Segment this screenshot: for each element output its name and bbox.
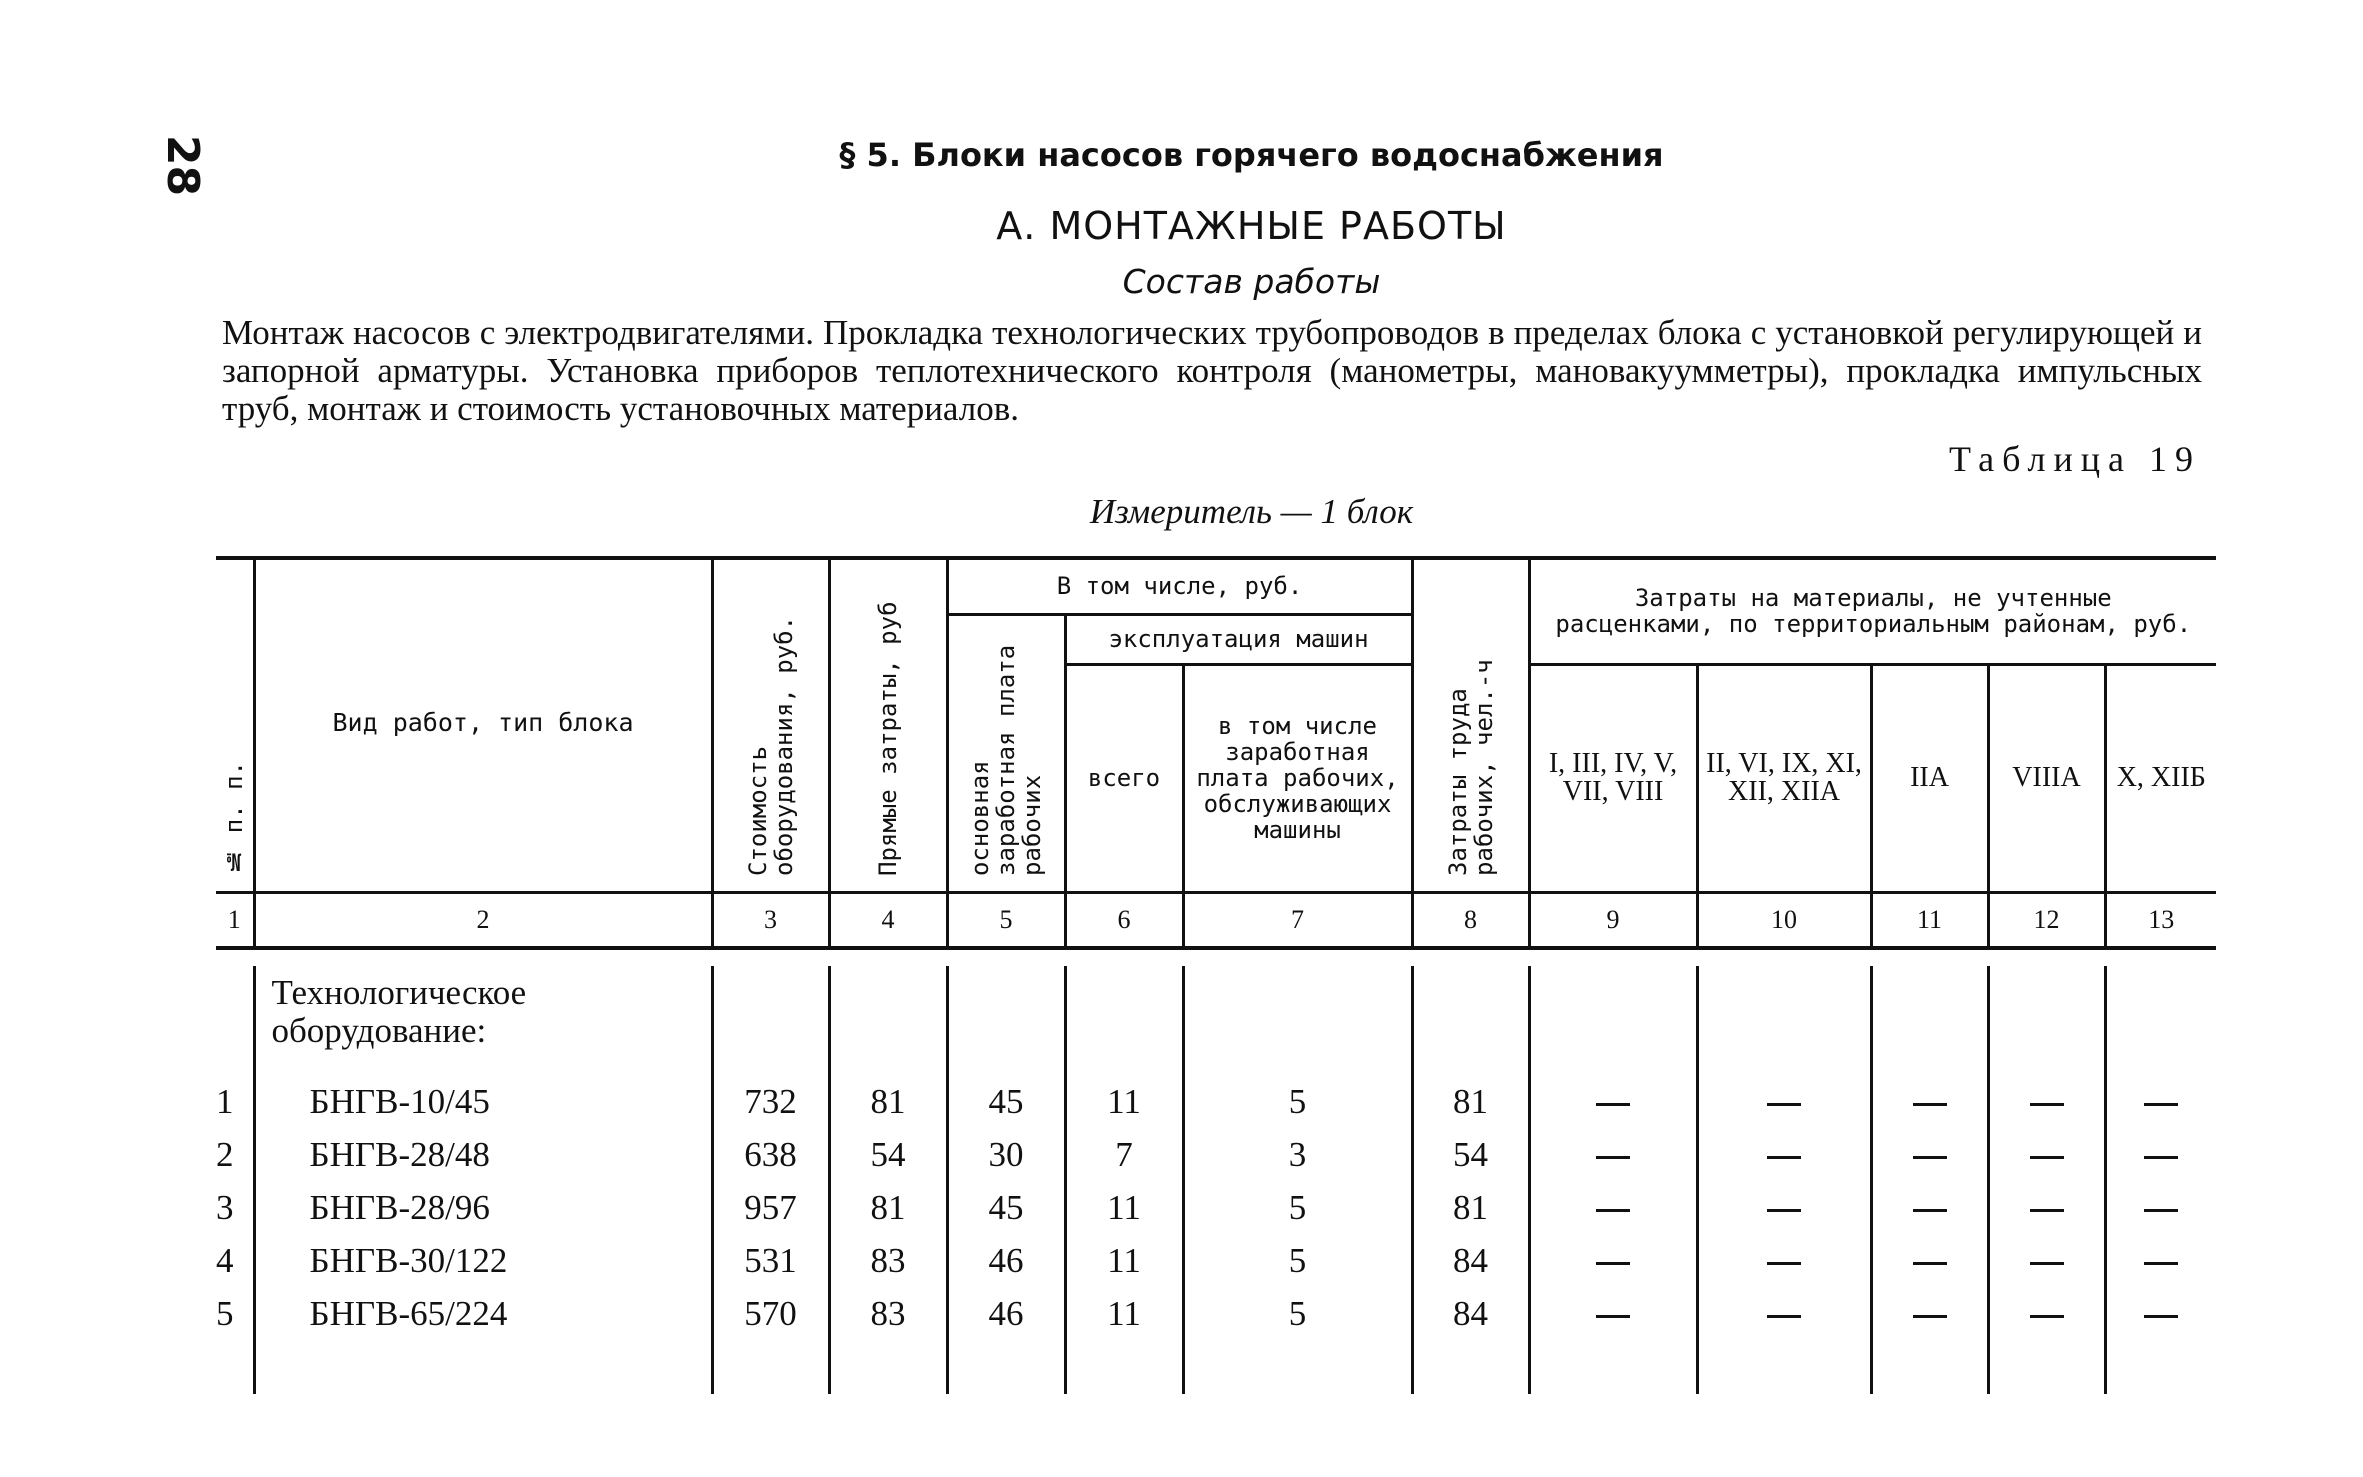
column-number: 5	[947, 892, 1065, 948]
header-region-2: II, VI, IX, XI, XII, XIIА	[1697, 664, 1871, 892]
header-machine-operators-wage: в том числе заработная плата рабочих, обслуживающих машины	[1183, 664, 1412, 892]
column-number: 2	[254, 892, 712, 948]
group-row	[216, 966, 2216, 1076]
region-cost-dash	[1871, 1129, 1988, 1182]
header-machines-total: всего	[1065, 664, 1183, 892]
header-work-type: Вид работ, тип блока	[254, 558, 712, 892]
machine-operators-wage: 3	[1183, 1129, 1412, 1182]
equipment-cost: 570	[712, 1288, 829, 1341]
machine-operators-wage: 5	[1183, 1235, 1412, 1288]
row-number: 2	[216, 1129, 254, 1182]
equipment-cost: 957	[712, 1182, 829, 1235]
machines-total: 11	[1065, 1182, 1183, 1235]
region-cost-dash	[1871, 1235, 1988, 1288]
machine-operators-wage: 5	[1183, 1182, 1412, 1235]
row-number: 3	[216, 1182, 254, 1235]
column-number: 9	[1529, 892, 1697, 948]
equipment-cost: 531	[712, 1235, 829, 1288]
region-cost-dash	[1871, 1076, 1988, 1129]
block-type: БНГВ-30/122	[254, 1235, 712, 1288]
machine-operators-wage: 5	[1183, 1288, 1412, 1341]
table-row	[216, 1076, 2216, 1129]
equipment-cost: 732	[712, 1076, 829, 1129]
column-number: 6	[1065, 892, 1183, 948]
page-number: 28	[157, 134, 209, 197]
header-labor-costs: Затраты труда рабочих, чел.-ч	[1412, 558, 1529, 892]
region-cost-dash	[2105, 1288, 2216, 1341]
region-cost-dash	[1529, 1076, 1697, 1129]
machine-operators-wage: 5	[1183, 1076, 1412, 1129]
machines-total: 11	[1065, 1076, 1183, 1129]
work-description: Монтаж насосов с электродвигателями. Прокладка технологических трубопроводов в пределах блока с установкой регулирующей и запорной арматуры. Установка приборов теплотехнического контроля (манометры, мановакуумметры), прокладка импульсных труб, монтаж и стоимость установочных материалов.	[222, 313, 2202, 428]
region-cost-dash	[2105, 1076, 2216, 1129]
region-cost-dash	[1529, 1129, 1697, 1182]
region-cost-dash	[1697, 1076, 1871, 1129]
region-cost-dash	[1529, 1288, 1697, 1341]
block-type: БНГВ-10/45	[254, 1076, 712, 1129]
column-number: 10	[1697, 892, 1871, 948]
header-machine-operation: эксплуатация машин	[1065, 614, 1412, 664]
column-number: 11	[1871, 892, 1988, 948]
row-number: 4	[216, 1235, 254, 1288]
machines-total: 11	[1065, 1288, 1183, 1341]
row-number: 5	[216, 1288, 254, 1341]
table-row	[216, 1129, 2216, 1182]
region-cost-dash	[1871, 1182, 1988, 1235]
labor-costs: 84	[1412, 1288, 1529, 1341]
direct-costs: 81	[829, 1182, 947, 1235]
region-cost-dash	[1529, 1182, 1697, 1235]
measure-unit: Измеритель — 1 блок	[1089, 492, 1414, 531]
base-wage: 45	[947, 1182, 1065, 1235]
region-cost-dash	[1697, 1288, 1871, 1341]
column-number: 8	[1412, 892, 1529, 948]
direct-costs: 81	[829, 1076, 947, 1129]
header-region-4: VIIIА	[1988, 664, 2105, 892]
row-number: 1	[216, 1076, 254, 1129]
base-wage: 45	[947, 1076, 1065, 1129]
region-cost-dash	[1529, 1235, 1697, 1288]
header-materials: Затраты на материалы, не учтенные расценками, по территориальным районам, руб.	[1529, 558, 2216, 664]
labor-costs: 81	[1412, 1182, 1529, 1235]
block-type: БНГВ-28/48	[254, 1129, 712, 1182]
direct-costs: 54	[829, 1129, 947, 1182]
column-numbers-row	[216, 892, 2216, 948]
header-region-1: I, III, IV, V, VII, VIII	[1529, 664, 1697, 892]
base-wage: 46	[947, 1235, 1065, 1288]
table-label: Таблица 19	[1949, 439, 2201, 479]
region-cost-dash	[1697, 1129, 1871, 1182]
region-cost-dash	[1697, 1182, 1871, 1235]
column-number: 12	[1988, 892, 2105, 948]
header-equipment-cost: Стоимость оборудования, руб.	[712, 558, 829, 892]
region-cost-dash	[2105, 1129, 2216, 1182]
header-row-number: № п. п.	[216, 558, 254, 892]
header-base-wage: основная заработная плата рабочих	[947, 614, 1065, 892]
subtitle: А. МОНТАЖНЫЕ РАБОТЫ	[996, 204, 1507, 248]
region-cost-dash	[2105, 1182, 2216, 1235]
column-number: 1	[216, 892, 254, 948]
region-cost-dash	[1988, 1288, 2105, 1341]
region-cost-dash	[1697, 1235, 1871, 1288]
base-wage: 30	[947, 1129, 1065, 1182]
table-row	[216, 1288, 2216, 1341]
equipment-cost: 638	[712, 1129, 829, 1182]
region-cost-dash	[1988, 1129, 2105, 1182]
column-number: 7	[1183, 892, 1412, 948]
table-end-row	[216, 1341, 2216, 1394]
column-number: 13	[2105, 892, 2216, 948]
header-region-5: X, XIIБ	[2105, 664, 2216, 892]
labor-costs: 81	[1412, 1076, 1529, 1129]
composition-title: Состав работы	[1122, 262, 1381, 301]
machines-total: 7	[1065, 1129, 1183, 1182]
region-cost-dash	[1871, 1288, 1988, 1341]
group-label: Технологическое оборудование:	[254, 966, 712, 1076]
region-cost-dash	[1988, 1182, 2105, 1235]
column-number: 3	[712, 892, 829, 948]
region-cost-dash	[2105, 1235, 2216, 1288]
table-row	[216, 1182, 2216, 1235]
block-type: БНГВ-28/96	[254, 1182, 712, 1235]
header-including: В том числе, руб.	[947, 558, 1412, 614]
direct-costs: 83	[829, 1288, 947, 1341]
region-cost-dash	[1988, 1076, 2105, 1129]
region-cost-dash	[1988, 1235, 2105, 1288]
header-region-3: IIА	[1871, 664, 1988, 892]
base-wage: 46	[947, 1288, 1065, 1341]
section-title: § 5. Блоки насосов горячего водоснабжения	[839, 136, 1664, 174]
table-row	[216, 1235, 2216, 1288]
block-type: БНГВ-65/224	[254, 1288, 712, 1341]
machines-total: 11	[1065, 1235, 1183, 1288]
direct-costs: 83	[829, 1235, 947, 1288]
cost-table	[216, 556, 2216, 1394]
header-direct-costs: Прямые затраты, руб	[829, 558, 947, 892]
labor-costs: 54	[1412, 1129, 1529, 1182]
labor-costs: 84	[1412, 1235, 1529, 1288]
column-number: 4	[829, 892, 947, 948]
